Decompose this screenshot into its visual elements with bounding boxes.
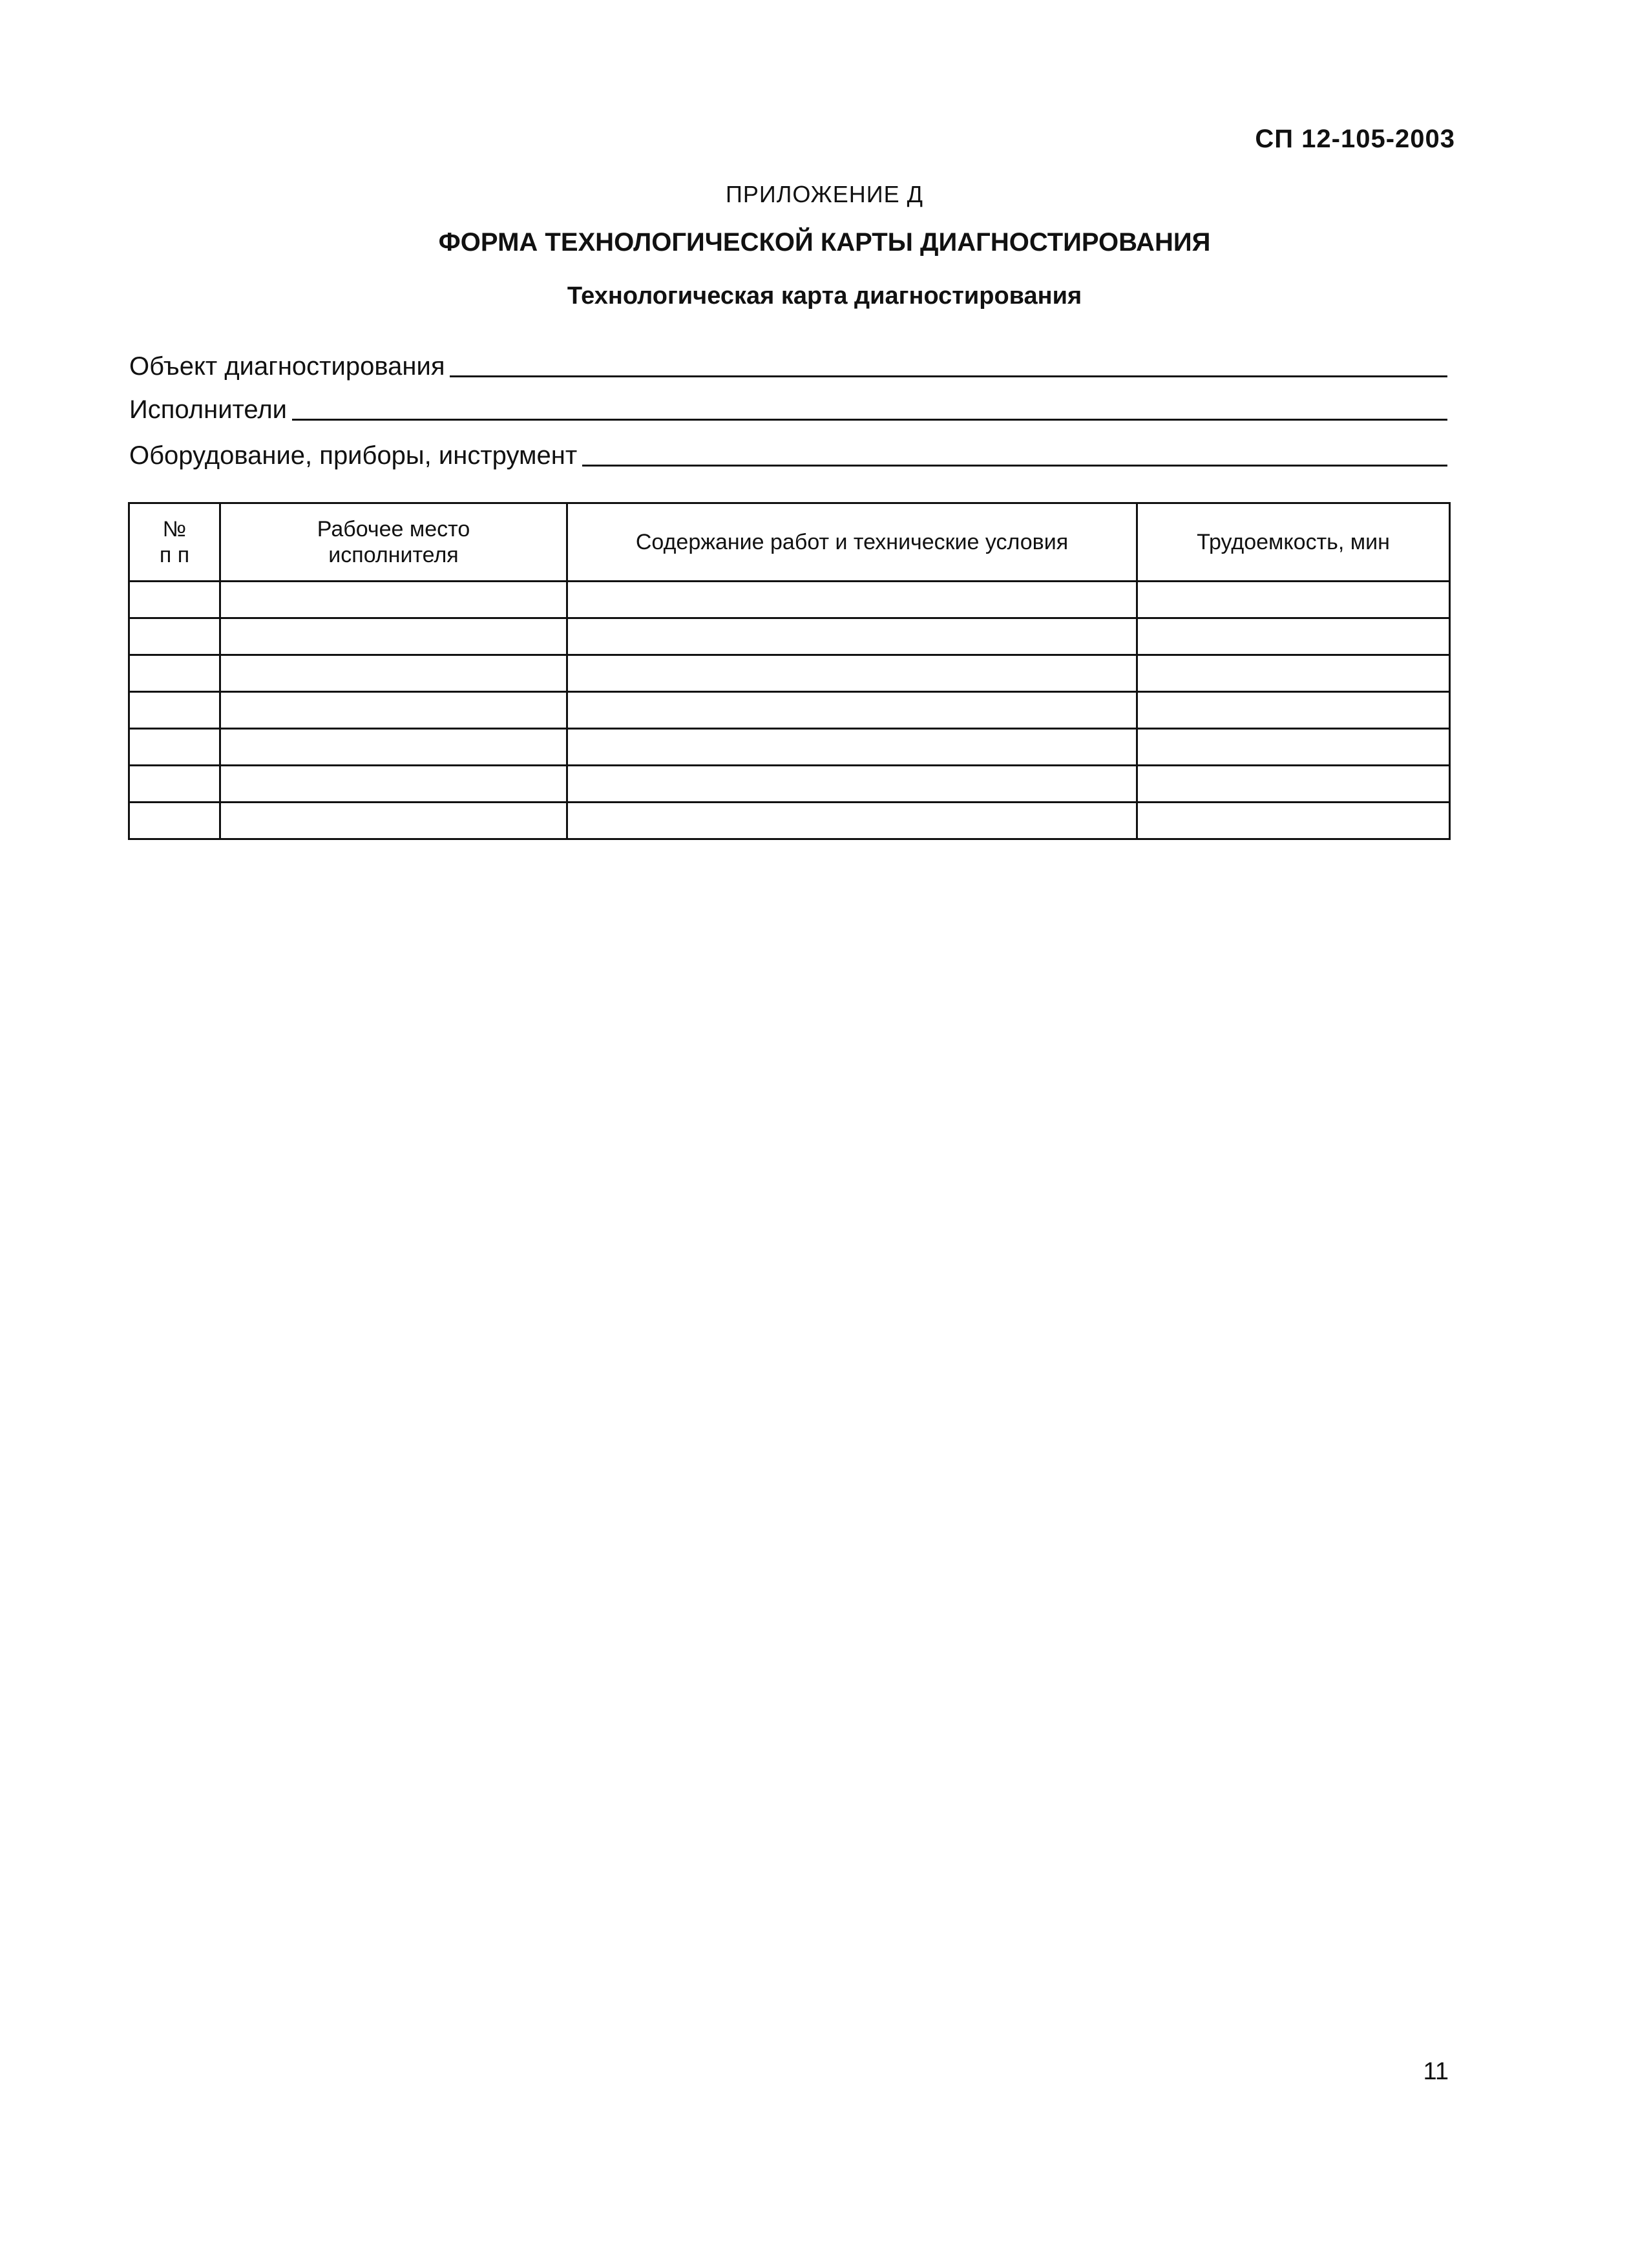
table-cell bbox=[220, 618, 567, 655]
object-field bbox=[129, 348, 1447, 381]
table-cell bbox=[129, 692, 220, 729]
equipment-field-label: Оборудование, приборы, инструмент bbox=[129, 441, 578, 470]
table-cell bbox=[220, 582, 567, 618]
table-row bbox=[129, 582, 1450, 618]
table-row bbox=[129, 692, 1450, 729]
table-cell bbox=[1137, 582, 1450, 618]
table-cell bbox=[129, 618, 220, 655]
table-body bbox=[129, 582, 1450, 839]
table-cell bbox=[129, 655, 220, 692]
table-cell bbox=[129, 803, 220, 839]
header-workplace-line1: Рабочее место bbox=[317, 517, 470, 541]
equipment-field-line bbox=[582, 461, 1447, 467]
executors-field bbox=[129, 391, 1447, 425]
table-cell bbox=[220, 766, 567, 803]
diagnostic-map-table bbox=[128, 502, 1451, 840]
table-cell bbox=[129, 766, 220, 803]
executors-field-label: Исполнители bbox=[129, 395, 288, 424]
document-code: СП 12-105-2003 bbox=[1255, 125, 1455, 153]
page-title: ФОРМА ТЕХНОЛОГИЧЕСКОЙ КАРТЫ ДИАГНОСТИРОВАНИЯ bbox=[438, 228, 1211, 257]
object-field-label: Объект диагностирования bbox=[129, 352, 445, 381]
table-row bbox=[129, 729, 1450, 766]
header-content: Содержание работ и технические условия bbox=[567, 503, 1137, 582]
header-number-line2: п п bbox=[159, 543, 190, 567]
table-cell bbox=[220, 803, 567, 839]
table-cell bbox=[220, 729, 567, 766]
header-workplace bbox=[220, 503, 567, 582]
table-cell bbox=[220, 692, 567, 729]
table-cell bbox=[1137, 729, 1450, 766]
table-cell bbox=[567, 729, 1137, 766]
header-number-line1: № bbox=[162, 517, 187, 541]
table-cell bbox=[567, 582, 1137, 618]
table-cell bbox=[1137, 618, 1450, 655]
table-cell bbox=[129, 582, 220, 618]
header-labor: Трудоемкость, мин bbox=[1137, 503, 1450, 582]
executors-field-line bbox=[292, 415, 1447, 421]
appendix-label: ПРИЛОЖЕНИЕ Д bbox=[725, 181, 924, 207]
page-subtitle: Технологическая карта диагностирования bbox=[567, 282, 1082, 310]
table-row bbox=[129, 803, 1450, 839]
table-cell bbox=[1137, 766, 1450, 803]
table-cell bbox=[567, 618, 1137, 655]
header-number bbox=[129, 503, 220, 582]
table-cell bbox=[567, 655, 1137, 692]
table-cell bbox=[567, 692, 1137, 729]
table-cell bbox=[1137, 655, 1450, 692]
table-cell bbox=[567, 803, 1137, 839]
table-cell bbox=[1137, 692, 1450, 729]
object-field-line bbox=[450, 372, 1447, 377]
table-row bbox=[129, 766, 1450, 803]
table-header-row bbox=[129, 503, 1450, 582]
table-cell bbox=[1137, 803, 1450, 839]
table-cell bbox=[567, 766, 1137, 803]
page-number: 11 bbox=[1423, 2058, 1449, 2085]
equipment-field bbox=[129, 437, 1447, 470]
header-workplace-line2: исполнителя bbox=[328, 543, 459, 567]
table-cell bbox=[220, 655, 567, 692]
table-cell bbox=[129, 729, 220, 766]
table-row bbox=[129, 618, 1450, 655]
table-row bbox=[129, 655, 1450, 692]
